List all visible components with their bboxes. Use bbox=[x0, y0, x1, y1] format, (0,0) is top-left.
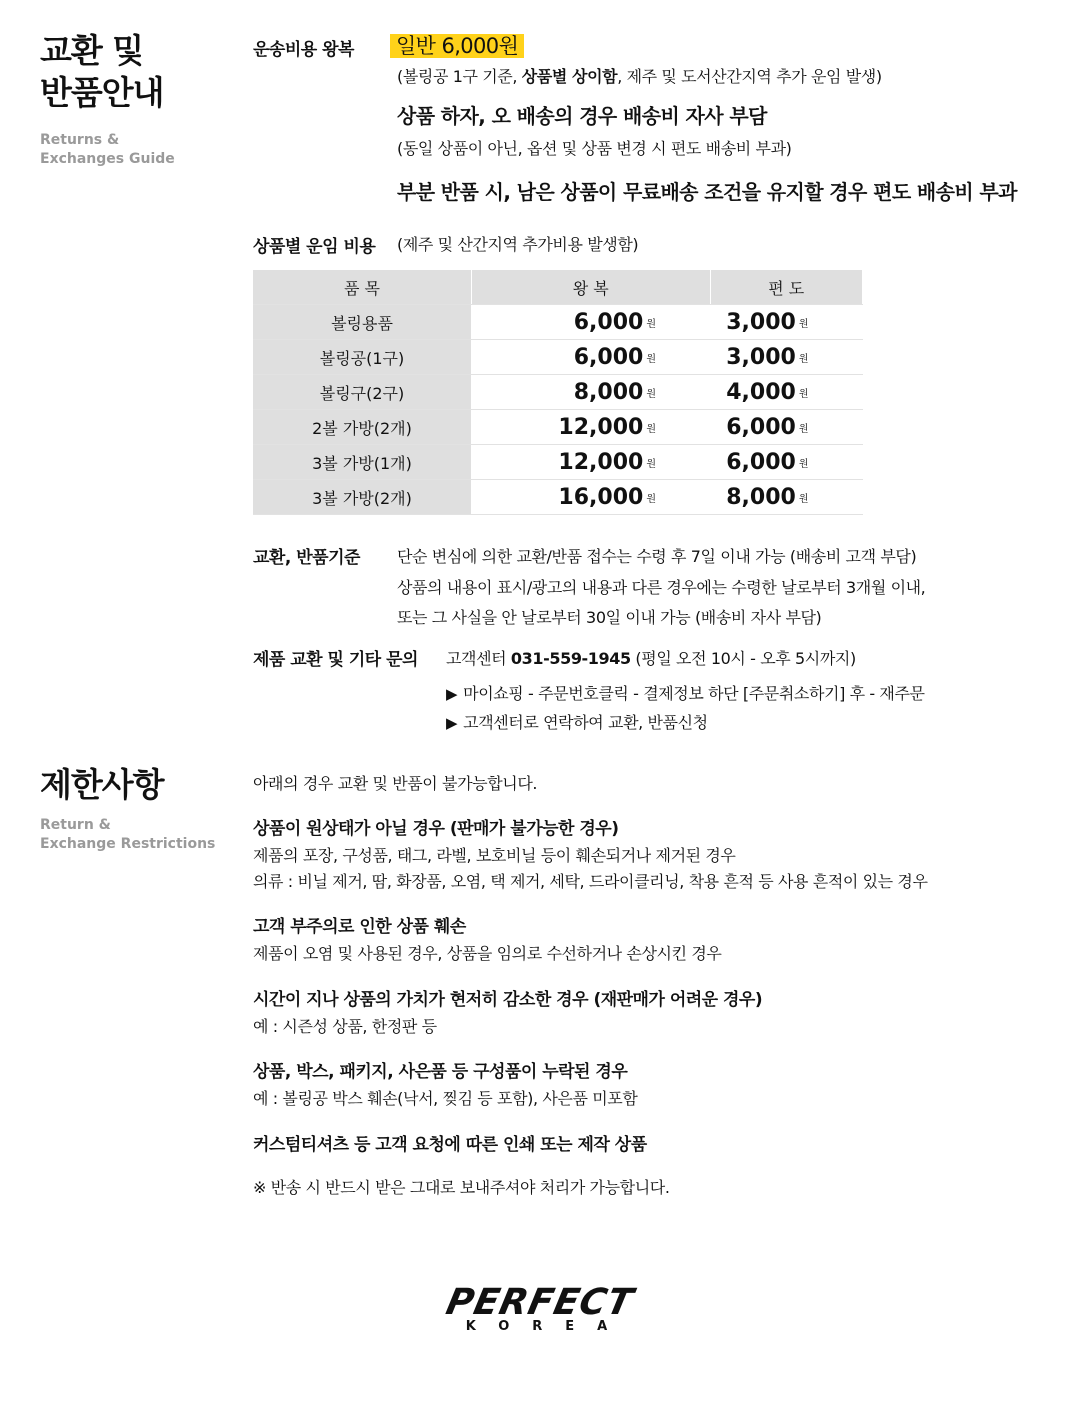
fee-amount: 12,000 bbox=[558, 414, 644, 440]
fee-oneway bbox=[710, 305, 863, 340]
fee-amount: 4,000 bbox=[726, 379, 796, 405]
fee-unit: 원 bbox=[646, 353, 656, 365]
fee-amount: 6,000 bbox=[573, 309, 644, 335]
fee-amount: 16,000 bbox=[558, 484, 644, 510]
fee-amount: 3,000 bbox=[726, 309, 796, 335]
restriction-1-title: 상품이 원상태가 아닐 경우 (판매가 불가능한 경우) bbox=[253, 819, 619, 839]
restrictions-intro: 아래의 경우 교환 및 반품이 불가능합니다. bbox=[253, 774, 538, 793]
fee-unit: 원 bbox=[646, 493, 656, 505]
section-title-restrictions: 제한사항 bbox=[40, 765, 164, 804]
shipping-note-1 bbox=[397, 64, 882, 87]
table-row bbox=[253, 410, 863, 445]
fee-unit: 원 bbox=[646, 423, 656, 435]
section-subtitle-line1: Returns & bbox=[40, 132, 120, 148]
restriction-3-title: 시간이 지나 상품의 가치가 현저히 감소한 경우 (재판매가 어려운 경우) bbox=[253, 990, 763, 1010]
fee-round bbox=[472, 480, 711, 515]
criteria-line-2: 상품의 내용이 표시/광고의 내용과 다른 경우에는 수령한 날로부터 3개월 이내, bbox=[397, 578, 926, 597]
fee-table-header bbox=[253, 270, 863, 305]
play-arrow-icon: ▶ bbox=[446, 685, 458, 703]
restriction-2-title: 고객 부주의로 인한 상품 훼손 bbox=[253, 917, 466, 937]
fee-round bbox=[472, 340, 711, 375]
inquiry-step-2-text: 고객센터로 연락하여 교환, 반품신청 bbox=[463, 713, 708, 732]
fee-amount: 8,000 bbox=[573, 379, 644, 405]
shipping-highlight-text: 일반 6,000원 bbox=[390, 34, 524, 58]
fee-round bbox=[472, 445, 711, 480]
table-row bbox=[253, 340, 863, 375]
shipping-defect-notice: 상품 하자, 오 배송의 경우 배송비 자사 부담 bbox=[397, 104, 767, 128]
perfect-korea-logo bbox=[420, 1282, 660, 1334]
restrictions-note: ※ 반송 시 반드시 받은 그대로 보내주셔야 처리가 가능합니다. bbox=[253, 1178, 670, 1197]
fee-oneway bbox=[710, 340, 863, 375]
fee-round bbox=[472, 375, 711, 410]
fee-amount: 6,000 bbox=[726, 449, 796, 475]
shipping-highlight bbox=[390, 30, 524, 60]
shipping-note-1-post: , 제주 및 도서산간지역 추가 운임 발생) bbox=[617, 67, 882, 86]
fee-amount: 3,000 bbox=[726, 344, 796, 370]
section-subtitle-restrictions bbox=[40, 816, 215, 854]
fee-amount: 6,000 bbox=[573, 344, 644, 370]
fee-amount: 8,000 bbox=[726, 484, 796, 510]
fee-item: 볼링구(2구) bbox=[253, 375, 472, 410]
fee-unit: 원 bbox=[798, 423, 809, 435]
fee-oneway bbox=[710, 480, 863, 515]
table-row bbox=[253, 445, 863, 480]
fee-unit: 원 bbox=[798, 493, 809, 505]
fee-header-item: 품 목 bbox=[253, 270, 472, 305]
inquiry-phone: 031-559-1945 bbox=[510, 649, 631, 668]
fee-oneway bbox=[710, 445, 863, 480]
shipping-note-1-pre: (볼링공 1구 기준, bbox=[397, 67, 522, 86]
fee-unit: 원 bbox=[646, 458, 656, 470]
restriction-1-line-2: 의류 : 비닐 제거, 땀, 화장품, 오염, 택 제거, 세탁, 드라이클리닝, 착용 흔적 등 사용 흔적이 있는 경우 bbox=[253, 872, 928, 891]
restriction-4-line-1: 예 : 볼링공 박스 훼손(낙서, 찢김 등 포함), 사은품 미포함 bbox=[253, 1089, 638, 1108]
criteria-label: 교환, 반품기준 bbox=[253, 548, 360, 568]
fee-item: 2볼 가방(2개) bbox=[253, 410, 472, 445]
table-row bbox=[253, 375, 863, 410]
section-title-returns bbox=[40, 30, 164, 114]
section-title-line1: 교환 및 bbox=[40, 31, 144, 70]
inquiry-step-1-text: 마이쇼핑 - 주문번호클릭 - 결제정보 하단 [주문취소하기] 후 - 재주문 bbox=[463, 684, 925, 703]
fee-amount: 12,000 bbox=[558, 449, 644, 475]
fee-unit: 원 bbox=[798, 458, 809, 470]
criteria-line-1: 단순 변심에 의한 교환/반품 접수는 수령 후 7일 이내 가능 (배송비 고객 부담) bbox=[397, 547, 917, 566]
restriction-5-title: 커스텀티셔츠 등 고객 요청에 따른 인쇄 또는 제작 상품 bbox=[253, 1135, 647, 1155]
table-row bbox=[253, 480, 863, 515]
shipping-partial-return-notice: 부분 반품 시, 남은 상품이 무료배송 조건을 유지할 경우 편도 배송비 부과 bbox=[397, 180, 1017, 204]
section-subtitle-line2: Exchanges Guide bbox=[40, 151, 175, 167]
fee-table bbox=[253, 270, 863, 515]
section-subtitle-returns bbox=[40, 131, 175, 169]
fee-header-oneway: 편 도 bbox=[710, 270, 863, 305]
section-subtitle-line2: Exchange Restrictions bbox=[40, 836, 216, 852]
section-subtitle-line1: Return & bbox=[40, 817, 111, 833]
shipping-note-2: (동일 상품이 아닌, 옵션 및 상품 변경 시 편도 배송비 부과) bbox=[397, 139, 792, 158]
shipping-label: 운송비용 왕복 bbox=[253, 40, 354, 60]
fee-oneway bbox=[710, 410, 863, 445]
inquiry-label: 제품 교환 및 기타 문의 bbox=[253, 650, 418, 670]
play-arrow-icon: ▶ bbox=[446, 714, 458, 732]
section-title-line2: 반품안내 bbox=[40, 73, 164, 112]
inquiry-step-2 bbox=[446, 710, 708, 733]
criteria-line-3: 또는 그 사실을 안 날로부터 30일 이내 가능 (배송비 자사 부담) bbox=[397, 608, 822, 627]
fee-unit: 원 bbox=[646, 318, 656, 330]
fee-item: 볼링용품 bbox=[253, 305, 472, 340]
table-row bbox=[253, 305, 863, 340]
fee-label: 상품별 운임 비용 bbox=[253, 237, 376, 257]
fee-unit: 원 bbox=[798, 353, 809, 365]
fee-unit: 원 bbox=[798, 318, 809, 330]
fee-header-round: 왕 복 bbox=[472, 270, 711, 305]
logo-subtext: KOREA bbox=[465, 1319, 631, 1334]
fee-oneway bbox=[710, 375, 863, 410]
fee-note: (제주 및 산간지역 추가비용 발생함) bbox=[397, 235, 639, 254]
restriction-4-title: 상품, 박스, 패키지, 사은품 등 구성품이 누락된 경우 bbox=[253, 1062, 628, 1082]
logo-wordmark: PERFECT bbox=[442, 1282, 638, 1323]
fee-item: 3볼 가방(2개) bbox=[253, 480, 472, 515]
fee-item: 3볼 가방(1개) bbox=[253, 445, 472, 480]
fee-amount: 6,000 bbox=[726, 414, 796, 440]
restriction-3-line-1: 예 : 시즌성 상품, 한정판 등 bbox=[253, 1017, 437, 1036]
fee-round bbox=[472, 305, 711, 340]
restriction-2-line-1: 제품이 오염 및 사용된 경우, 상품을 임의로 수선하거나 손상시킨 경우 bbox=[253, 944, 722, 963]
restriction-1-line-1: 제품의 포장, 구성품, 태그, 라벨, 보호비닐 등이 훼손되거나 제거된 경우 bbox=[253, 846, 736, 865]
fee-unit: 원 bbox=[798, 388, 809, 400]
inquiry-hours: (평일 오전 10시 - 오후 5시까지) bbox=[630, 649, 856, 668]
fee-item: 볼링공(1구) bbox=[253, 340, 472, 375]
inquiry-center bbox=[446, 646, 856, 669]
fee-round bbox=[472, 410, 711, 445]
fee-unit: 원 bbox=[646, 388, 656, 400]
inquiry-step-1 bbox=[446, 681, 925, 704]
shipping-note-1-bold: 상품별 상이함 bbox=[521, 67, 618, 86]
inquiry-center-pre: 고객센터 bbox=[446, 649, 511, 668]
